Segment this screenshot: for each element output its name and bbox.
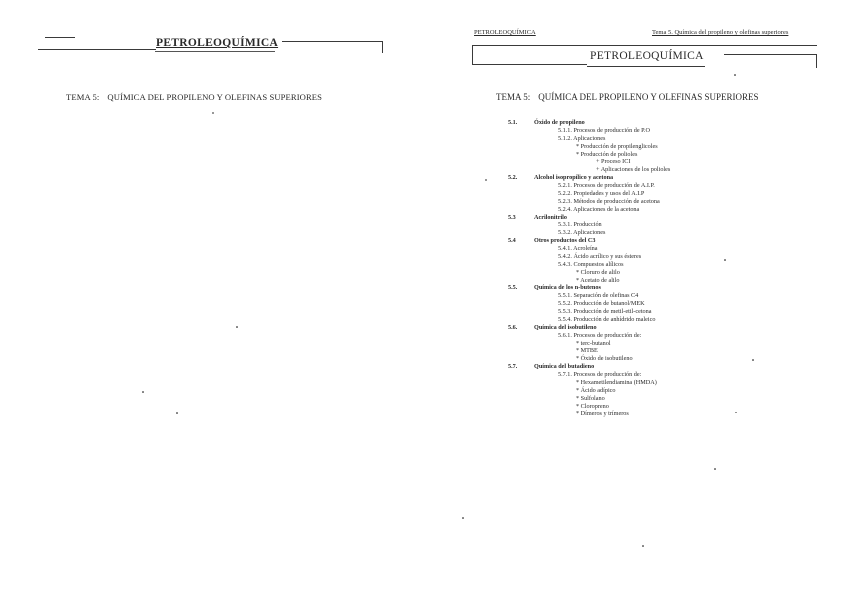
header-rule-top [472,45,817,46]
toc-entry [508,300,828,308]
toc-entry [508,277,828,285]
toc-entry-text: * Producción de propilenglicoles [576,142,658,150]
title-number: TEMA 5: [66,92,100,102]
scan-speck [724,259,726,261]
toc-entry [508,308,828,316]
toc-entry [508,269,828,277]
toc-entry [508,143,828,151]
toc-entry [508,229,828,237]
scan-speck [752,359,754,361]
toc-entry-text: 5.2.2. Propiedades y usos del A.I.P [558,189,645,197]
toc-entry-text: * Cloropreno [576,402,609,410]
toc-entry-text: Alcohol isopropílico y acetona [534,174,614,182]
header-rule-bottom-right [724,54,816,55]
table-of-contents [508,119,828,418]
toc-entry [508,253,828,261]
toc-entry-text: Química del butadieno [534,363,595,371]
toc-entry-text: Química de los n-butenos [534,284,601,292]
scan-speck [734,74,736,76]
toc-entry [508,347,828,355]
toc-entry-text: 5.5.4. Producción de anhídrido maleico [558,315,656,323]
toc-entry [508,198,828,206]
scan-speck [176,412,178,414]
header-rule-brand-under [587,66,705,67]
scan-speck [714,468,716,470]
toc-entry [508,127,828,135]
toc-entry [508,410,828,418]
toc-section-number: 5.7. [508,363,518,371]
toc-entry-text: * Acetato de alilo [576,276,620,284]
header-rule-bottom-left [472,64,587,65]
toc-entry-text: 5.1.1. Procesos de producción de P.O [558,126,650,134]
scan-speck [462,517,464,519]
toc-section [508,174,828,182]
toc-entry-text: + Proceso ICI [596,158,631,166]
title-text: QUÍMICA DEL PROPILENO Y OLEFINAS SUPERIORES [107,92,323,102]
toc-entry-text: Química del isobutileno [534,323,597,331]
toc-entry [508,332,828,340]
header-rule-right-vert [816,54,817,68]
toc-entry [508,151,828,159]
header-rule-under [155,51,275,52]
toc-section [508,284,828,292]
page-title [66,92,322,102]
toc-entry-text: * Dímeros y trímeros [576,410,629,418]
toc-entry-text: 5.4.2. Ácido acrílico y sus ésteres [558,252,642,260]
toc-entry-text: 5.7.1. Procesos de producción de: [558,371,642,378]
toc-entry [508,340,828,348]
scan-speck [236,326,238,328]
toc-entry-text: * Producción de polioles [576,150,638,158]
toc-entry-text: * terc-butanol [576,339,611,347]
header-rule-top [45,37,75,38]
toc-entry-text: Acrilonitrilo [534,213,567,221]
toc-entry-text: Otros productos del C3 [534,237,596,245]
brand-title: PETROLEOQUÍMICA [156,37,279,49]
toc-entry-text: 5.5.2. Producción de butanol/MEK [558,300,645,308]
toc-entry-text: 5.3.1. Producción [558,221,602,229]
toc-entry [508,355,828,363]
toc-section-number: 5.5. [508,284,518,292]
toc-entry-text: * MTBE [576,347,598,355]
toc-section [508,363,828,371]
toc-entry [508,182,828,190]
toc-entry-text: 5.1.2. Aplicaciones [558,134,606,142]
scan-speck [642,545,644,547]
brand-title: PETROLEOQUÍMICA [590,50,704,62]
toc-entry-text: 5.5.3. Producción de metil-etil-cetona [558,308,652,315]
toc-entry [508,221,828,229]
toc-section-number: 5.6. [508,323,518,331]
toc-entry [508,316,828,324]
toc-section [508,214,828,222]
toc-entry [508,387,828,395]
toc-entry [508,135,828,143]
toc-entry [508,371,828,379]
header-rule-left-vert [472,45,473,65]
toc-entry [508,190,828,198]
right-page [424,0,848,593]
toc-entry [508,166,828,174]
toc-entry-text: 5.5.1. Separación de olefinas C4 [558,292,639,300]
toc-entry [508,403,828,411]
toc-entry-text: * Óxido de isobutileno [576,355,633,363]
toc-entry-text: Óxido de propileno [534,119,585,126]
running-header-left: PETROLEOQUÍMICA [474,29,536,36]
toc-section-number: 5.2. [508,174,518,182]
header-rule-right-vert [382,41,383,53]
toc-section-number: 5.1. [508,119,518,126]
toc-entry-text: 5.4.3. Compuestos alílicos [558,260,624,268]
toc-entry-text: 5.4.1. Acroleína [558,245,598,252]
toc-entry-text: 5.2.3. Métodos de producción de acetona [558,197,660,205]
toc-entry-text: 5.2.1. Procesos de producción de A.I.P. [558,182,655,189]
toc-section [508,119,828,127]
toc-entry [508,292,828,300]
toc-entry-text: 5.6.1. Procesos de producción de: [558,331,642,339]
scan-speck [212,112,214,114]
toc-entry-text: + Aplicaciones de los polioles [596,166,671,174]
title-text: QUÍMICA DEL PROPILENO Y OLEFINAS SUPERIORES [538,92,759,102]
toc-entry-text: 5.3.2. Aplicaciones [558,229,606,237]
toc-entry [508,158,828,166]
scan-speck [142,391,144,393]
toc-entry [508,395,828,403]
toc-section-number: 5.4 [508,237,516,245]
toc-entry-text: * Hexametilendiamina (HMDA) [576,378,657,386]
toc-entry [508,206,828,214]
toc-entry-text: * Ácido adípico [576,386,616,394]
toc-section [508,237,828,245]
toc-entry [508,261,828,269]
scan-speck [485,179,487,181]
title-number: TEMA 5: [496,92,531,102]
toc-entry-text: * Cloruro de alilo [576,268,620,276]
header-rule-right [282,41,382,42]
page-title [496,92,759,102]
running-header-right: Tema 5. Química del propileno y olefinas superiores [652,29,789,36]
toc-section-number: 5.3 [508,213,516,221]
toc-entry [508,379,828,387]
header-rule-left [38,49,156,50]
toc-entry-text: * Sulfolano [576,394,605,402]
toc-entry [508,245,828,253]
toc-section [508,324,828,332]
toc-entry-text: 5.2.4. Aplicaciones de la acetona [558,205,640,213]
